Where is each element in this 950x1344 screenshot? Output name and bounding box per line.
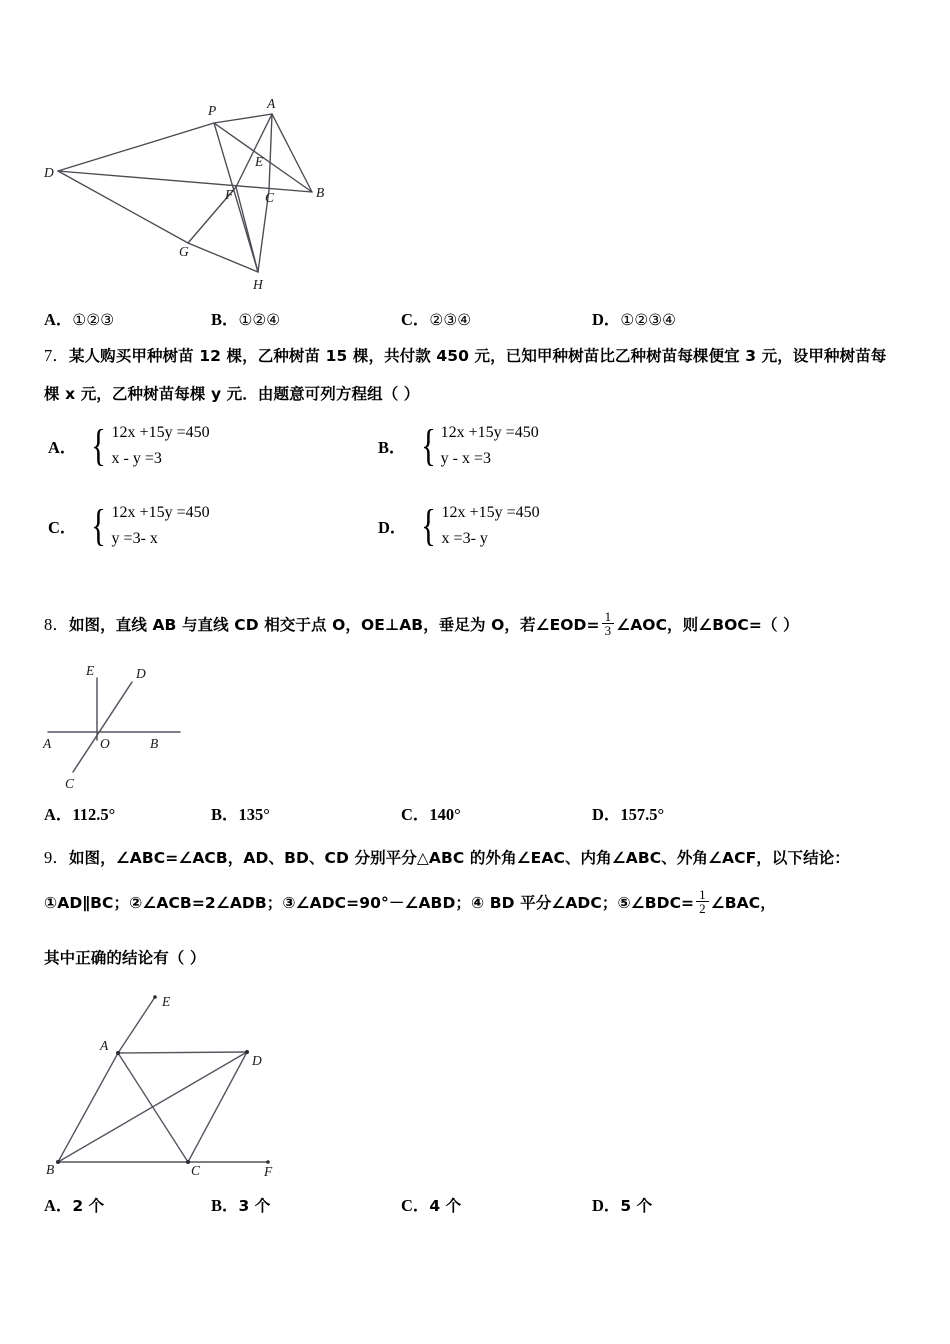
figure-q9-label-E: E: [162, 994, 171, 1009]
q9-option-a[interactable]: [44, 1192, 211, 1216]
q8-option-a-value: 112.5°: [72, 805, 116, 824]
q8-option-b-value: 135°: [238, 805, 270, 824]
q6-option-c-value: ②③④: [429, 311, 472, 329]
q9-fraction: [696, 888, 709, 916]
q9-number: 9．: [44, 848, 69, 867]
q9-option-b[interactable]: [211, 1192, 401, 1216]
figure-q6-label-G: G: [179, 244, 189, 259]
vertex-b-dot: [56, 1160, 60, 1164]
vertex-c-dot: [186, 1160, 190, 1164]
edge-f-h: [236, 187, 258, 272]
figure-q6-label-F: F: [225, 187, 234, 202]
q7-option-b-eq2: y - x =3: [440, 449, 491, 467]
q6-option-a[interactable]: [44, 306, 211, 330]
brace-glyph: {: [421, 501, 437, 551]
q9-line3-text: 其中正确的结论有（ ）: [44, 949, 206, 967]
q6-option-d[interactable]: [592, 306, 676, 330]
figure-q8-label-O: O: [100, 736, 110, 751]
figure-q8-label-C: C: [65, 776, 75, 791]
line-cd: [73, 682, 132, 772]
q7-number: 7．: [44, 346, 69, 365]
q8-fraction-numerator: 1: [604, 609, 612, 624]
q7-option-d-system: [418, 500, 539, 552]
q8-text-before-fraction: 如图，直线 AB 与直线 CD 相交于点 O，OE⊥AB，垂足为 O，若∠EOD=: [68, 615, 600, 634]
q8-option-d-label: D．: [592, 805, 621, 824]
q7-option-c-eq2: y =3- x: [111, 529, 158, 547]
q7-option-b-system: [418, 420, 539, 472]
segment-ac: [118, 1053, 188, 1162]
figure-q6-label-C: C: [265, 190, 275, 205]
q7-option-c-label: C．: [48, 517, 77, 537]
q6-option-a-value: ①②③: [72, 311, 115, 329]
figure-q8-label-B: B: [150, 736, 159, 751]
q7-option-a-eq1: 12x +15y =450: [111, 424, 210, 441]
q8-stem: [44, 610, 799, 638]
q9-conclusion-1: ①AD∥BC；: [44, 893, 130, 912]
q8-option-c-value: 140°: [429, 805, 461, 824]
figure-q6-label-A: A: [267, 96, 276, 111]
q7-option-a-label: A．: [48, 437, 77, 457]
edge-a-c: [269, 114, 272, 190]
q8-number: 8．: [44, 614, 69, 634]
q9-conclusions-line: [44, 888, 776, 916]
q9-conclusion-3: ③∠ADC=90°－∠ABD；: [282, 893, 472, 912]
figure-q6: [40, 95, 400, 305]
figure-q9-label-D: D: [252, 1053, 262, 1068]
q7-stem-line2: [44, 381, 419, 407]
figure-q6-label-P: P: [208, 103, 217, 118]
q7-option-d-label: D．: [378, 517, 407, 537]
edge-a-b: [272, 114, 312, 192]
edge-d-p-a: [58, 114, 272, 171]
q8-option-d-value: 157.5°: [620, 805, 665, 824]
figure-q6-label-D: D: [44, 165, 54, 180]
brace-glyph: {: [91, 421, 107, 471]
q7-option-d[interactable]: [378, 500, 540, 552]
q8-option-b[interactable]: [211, 801, 401, 825]
q6-option-c-label: C．: [401, 310, 430, 329]
q8-option-b-label: B．: [211, 805, 239, 824]
figure-q9-label-F: F: [264, 1164, 273, 1177]
figure-q9-label-B: B: [46, 1162, 55, 1177]
q9-option-d-value: 5 个: [620, 1197, 653, 1215]
q7-line2-text: 棵 x 元，乙种树苗每棵 y 元．由题意可列方程组（ ）: [44, 385, 420, 403]
brace-glyph: {: [420, 421, 436, 471]
q9-option-c-label: C．: [401, 1196, 430, 1215]
q9-option-b-label: B．: [211, 1196, 239, 1215]
q8-option-c-label: C．: [401, 805, 430, 824]
figure-q9-label-C: C: [191, 1163, 201, 1177]
figure-q8-label-E: E: [86, 663, 95, 678]
edge-d-b: [58, 171, 312, 192]
figure-q9: [40, 992, 330, 1177]
figure-q6-label-H: H: [253, 277, 263, 292]
q8-option-c[interactable]: [401, 801, 592, 825]
q6-option-c[interactable]: [401, 306, 592, 330]
q6-option-b-value: ①②④: [238, 311, 281, 329]
q9-stem-line1: [44, 845, 850, 871]
figure-q8-label-D: D: [136, 666, 146, 681]
q7-option-b-eq1: 12x +15y =450: [440, 424, 539, 441]
q9-fraction-denominator: 2: [696, 901, 709, 915]
q7-option-b[interactable]: [378, 420, 539, 472]
brace-glyph: {: [91, 501, 107, 551]
q7-option-a-eq2: x - y =3: [111, 449, 162, 467]
q9-conclusion-5-suffix: ∠BAC，: [710, 893, 776, 912]
q9-conclusion-2: ②∠ACB=2∠ADB；: [129, 893, 283, 912]
q7-option-a-system: [88, 420, 209, 472]
q8-option-d[interactable]: [592, 801, 664, 825]
figure-q8: [40, 660, 220, 795]
q7-option-c[interactable]: [48, 500, 210, 552]
q6-option-d-label: D．: [592, 310, 621, 329]
q8-option-a[interactable]: [44, 801, 211, 825]
figure-q8-label-A: A: [43, 736, 52, 751]
q7-option-d-eq1: 12x +15y =450: [441, 504, 540, 521]
vertex-e-dot: [153, 995, 157, 999]
q6-option-d-value: ①②③④: [620, 311, 677, 329]
q9-fraction-numerator: 1: [699, 887, 706, 902]
q9-option-c[interactable]: [401, 1192, 592, 1216]
q8-options-row: [44, 801, 924, 825]
q9-option-a-label: A．: [44, 1196, 73, 1215]
q6-option-b-label: B．: [211, 310, 239, 329]
q7-option-d-eq2: x =3- y: [441, 529, 488, 547]
q7-option-b-label: B．: [378, 437, 406, 457]
q7-option-c-eq1: 12x +15y =450: [111, 504, 210, 521]
q9-stem-line3: [44, 945, 206, 971]
q8-text-after-fraction: ∠AOC，则∠BOC=（ ）: [616, 615, 799, 634]
q7-line1-text: 某人购买甲种树苗 12 棵，乙种树苗 15 棵，共付款 450 元，已知甲种树苗比乙种树苗每棵便宜 3 元，设甲种树苗每: [68, 347, 887, 365]
q9-option-d-label: D．: [592, 1196, 621, 1215]
vertex-d-dot: [245, 1050, 249, 1054]
q8-fraction: [602, 610, 615, 638]
q9-option-a-value: 2 个: [72, 1197, 105, 1215]
figure-q9-label-A: A: [100, 1038, 109, 1053]
q9-conclusion-5-prefix: ⑤∠BDC=: [617, 893, 695, 912]
q8-fraction-denominator: 3: [602, 623, 615, 637]
segment-ad: [118, 1052, 247, 1053]
figure-q6-label-B: B: [316, 185, 325, 200]
q9-option-c-value: 4 个: [429, 1197, 462, 1215]
q9-conclusion-4: ④ BD 平分∠ADC；: [471, 893, 618, 912]
q7-stem-line1: [44, 343, 886, 369]
vertex-a-dot: [116, 1051, 120, 1055]
q8-option-a-label: A．: [44, 805, 73, 824]
q9-option-b-value: 3 个: [238, 1197, 271, 1215]
edge-p-h: [214, 123, 258, 272]
q7-option-a[interactable]: [48, 420, 210, 472]
q9-options-row: [44, 1192, 924, 1216]
q6-option-b[interactable]: [211, 306, 401, 330]
figure-q6-label-E: E: [255, 154, 264, 169]
q9-line1-text: 如图，∠ABC=∠ACB，AD、BD、CD 分别平分△ABC 的外角∠EAC、内角∠ABC、外角∠ACF，以下结论：: [68, 849, 850, 867]
ray-b-a-e: [58, 997, 155, 1162]
q6-options-row: [44, 306, 924, 330]
q7-option-c-system: [88, 500, 209, 552]
q9-option-d[interactable]: [592, 1192, 652, 1216]
q6-option-a-label: A．: [44, 310, 73, 329]
